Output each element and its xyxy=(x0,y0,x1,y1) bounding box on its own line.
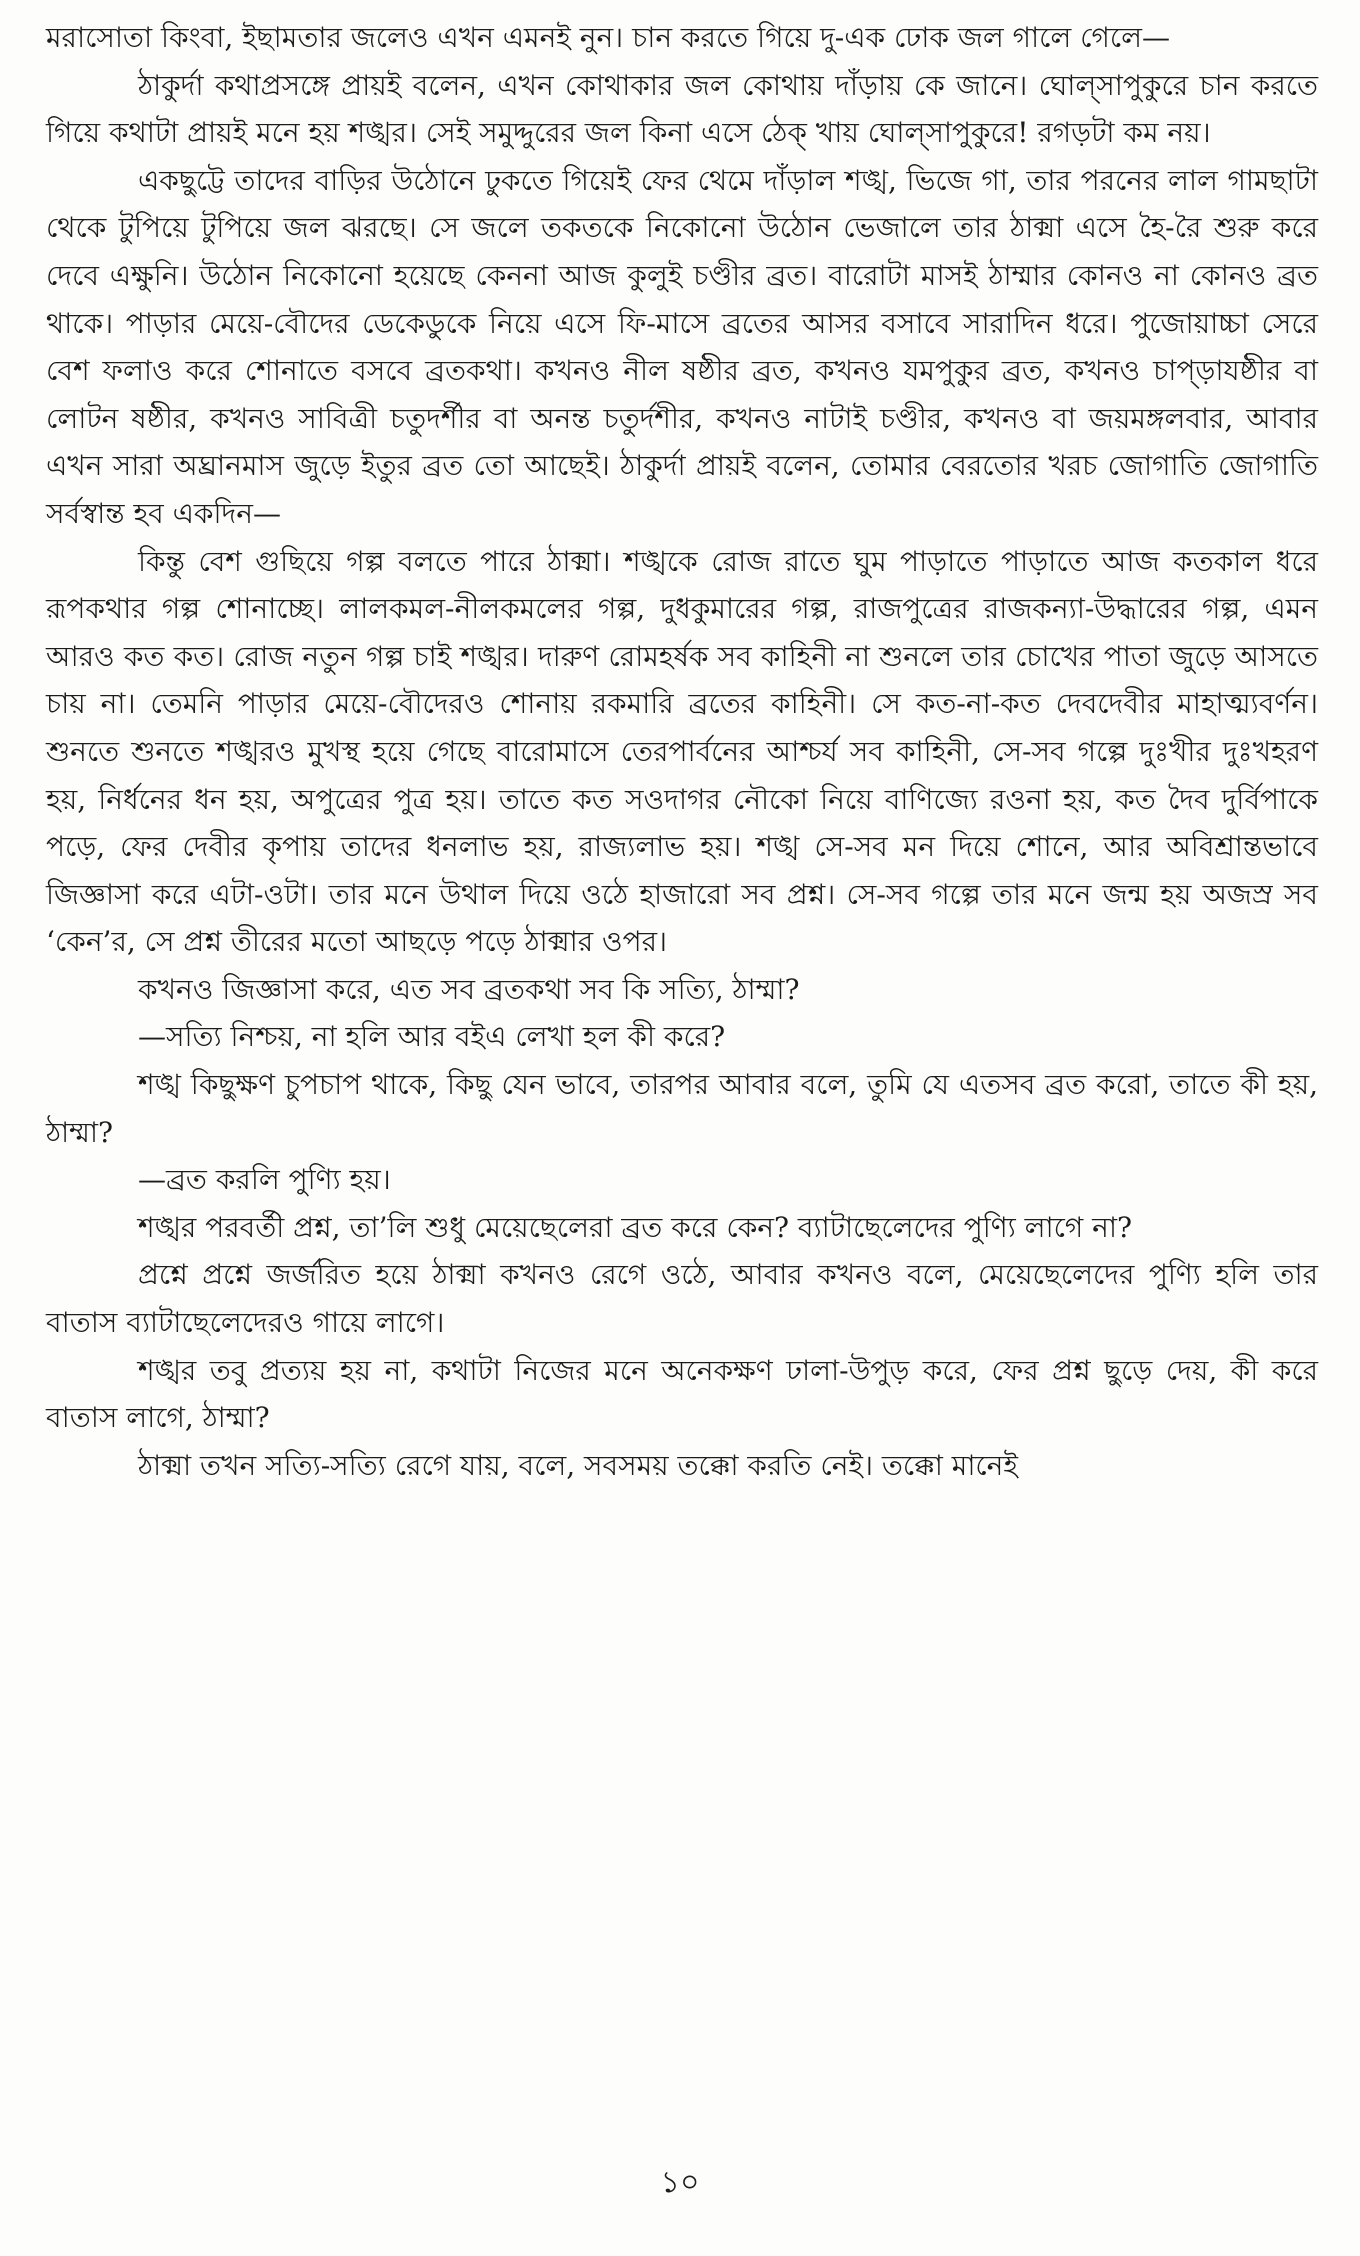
paragraph: শঙ্খ কিছুক্ষণ চুপচাপ থাকে, কিছু যেন ভাবে, তারপর আবার বলে, তুমি যে এতসব ব্রত করো, তাতে কী হয়, ঠাম্মা? xyxy=(46,1068,1318,1149)
page-number: ১০ xyxy=(660,2165,700,2200)
paragraph: কখনও জিজ্ঞাসা করে, এত সব ব্রতকথা সব কি সত্যি, ঠাম্মা? xyxy=(138,972,800,1006)
paragraph: ঠাকুর্দা কথাপ্রসঙ্গে প্রায়ই বলেন, এখন কোথাকার জল কোথায় দাঁড়ায় কে জানে। ঘোল্সাপুকুরে চান করতে গিয়ে কথাটা প্রায়ই মনে হয় শঙ্খর। সেই সমুদ্দুরের জল কিনা এসে ঠেক্ খায় ঘোল্সাপুকুরে! রগড়টা কম নয়। xyxy=(46,68,1318,150)
paragraph: প্রশ্নে প্রশ্নে জর্জরিত হয়ে ঠাক্মা কখনও রেগে ওঠে, আবার কখনও বলে, মেয়েছেলেদের পুণ্যি হলি তার বাতাস ব্যাটাছেলেদেরও গায়ে লাগে। xyxy=(46,1258,1318,1340)
paragraph: শঙ্খর পরবর্তী প্রশ্ন, তা’লি শুধু মেয়েছেলেরা ব্রত করে কেন? ব্যাটাছেলেদের পুণ্যি লাগে না? xyxy=(138,1210,1133,1244)
paragraph: —ব্রত করলি পুণ্যি হয়। xyxy=(138,1163,391,1197)
body-text xyxy=(46,14,1318,1489)
paragraph: ঠাক্মা তখন সত্যি-সত্যি রেগে যায়, বলে, সবসময় তক্কো করতি নেই। তক্কো মানেই xyxy=(138,1448,1018,1482)
paragraph: মরাসোতা কিংবা, ইছামতার জলেও এখন এমনই নুন। চান করতে গিয়ে দু-এক ঢোক জল গালে গেলে— xyxy=(46,21,1170,54)
paragraph: কিন্তু বেশ গুছিয়ে গল্প বলতে পারে ঠাক্মা। শঙ্খকে রোজ রাতে ঘুম পাড়াতে পাড়াতে আজ কতকাল ধরে রূপকথার গল্প শোনাচ্ছে। লালকমল-নীলকমলের গল্প, দুধকুমারের গল্প, রাজপুত্রের রাজকন্যা-উদ্ধারের গল্প, এমন আরও কত কত। রোজ নতুন গল্প চাই শঙ্খর। দারুণ রোমহর্ষক সব কাহিনী না শুনলে তার চোখের পাতা জুড়ে আসতে চায় না। তেমনি পাড়ার মেয়ে-বৌদেরও শোনায় রকমারি ব্রতের কাহিনী। সে কত-না-কত দেবদেবীর মাহাত্ম্যবর্ণন। শুনতে শুনতে শঙ্খরও মুখস্থ হয়ে গেছে বারোমাসে তেরপার্বনের আশ্চর্য সব কাহিনী, সে-সব গল্পে দুঃখীর দুঃখহরণ হয়, নির্ধনের ধন হয়, অপুত্রের পুত্র হয়। তাতে কত সওদাগর নৌকো নিয়ে বাণিজ্যে রওনা হয়, কত দৈব দুর্বিপাকে পড়ে, ফের দেবীর কৃপায় তাদের ধনলাভ হয়, রাজ্যলাভ হয়। শঙ্খ সে-সব মন দিয়ে শোনে, আর অবিশ্রান্তভাবে জিজ্ঞাসা করে এটা-ওটা। তার মনে উথাল দিয়ে ওঠে হাজারো সব প্রশ্ন। সে-সব গল্পে তার মনে জন্ম হয় অজস্র সব ‘কেন’র, সে প্রশ্ন তীরের মতো আছড়ে পড়ে ঠাক্মার ওপর। xyxy=(46,544,1318,959)
paragraph: —সত্যি নিশ্চয়, না হলি আর বইএ লেখা হল কী করে? xyxy=(138,1020,726,1054)
paragraph: শঙ্খর তবু প্রত্যয় হয় না, কথাটা নিজের মনে অনেকক্ষণ ঢালা-উপুড় করে, ফের প্রশ্ন ছুড়ে দেয়, কী করে বাতাস লাগে, ঠাম্মা? xyxy=(46,1353,1318,1435)
paragraph: একছুট্টে তাদের বাড়ির উঠোনে ঢুকতে গিয়েই ফের থেমে দাঁড়াল শঙ্খ, ভিজে গা, তার পরনের লাল গামছাটা থেকে টুপিয়ে টুপিয়ে জল ঝরছে। সে জলে তকতকে নিকোনো উঠোন ভেজালে তার ঠাক্মা এসে হৈ-রৈ শুরু করে দেবে এক্ষুনি। উঠোন নিকোনো হয়েছে কেননা আজ কুলুই চণ্ডীর ব্রত। বারোটা মাসই ঠাম্মার কোনও না কোনও ব্রত থাকে। পাড়ার মেয়ে-বৌদের ডেকেডুকে নিয়ে এসে ফি-মাসে ব্রতের আসর বসাবে সারাদিন ধরে। পুজোয়াচ্চা সেরে বেশ ফলাও করে শোনাতে বসবে ব্রতকথা। কখনও নীল ষষ্ঠীর ব্রত, কখনও যমপুকুর ব্রত, কখনও চাপ্ড়াযষ্ঠীর বা লোটন ষষ্ঠীর, কখনও সাবিত্রী চতুদর্শীর বা অনন্ত চতুর্দশীর, কখনও নাটাই চণ্ডীর, কখনও বা জয়মঙ্গলবার, আবার এখন সারা অঘ্রানমাস জুড়ে ইতুর ব্রত তো আছেই। ঠাকুর্দা প্রায়ই বলেন, তোমার বেরতোর খরচ জোগাতি জোগাতি সর্বস্বান্ত হব একদিন— xyxy=(46,163,1318,530)
